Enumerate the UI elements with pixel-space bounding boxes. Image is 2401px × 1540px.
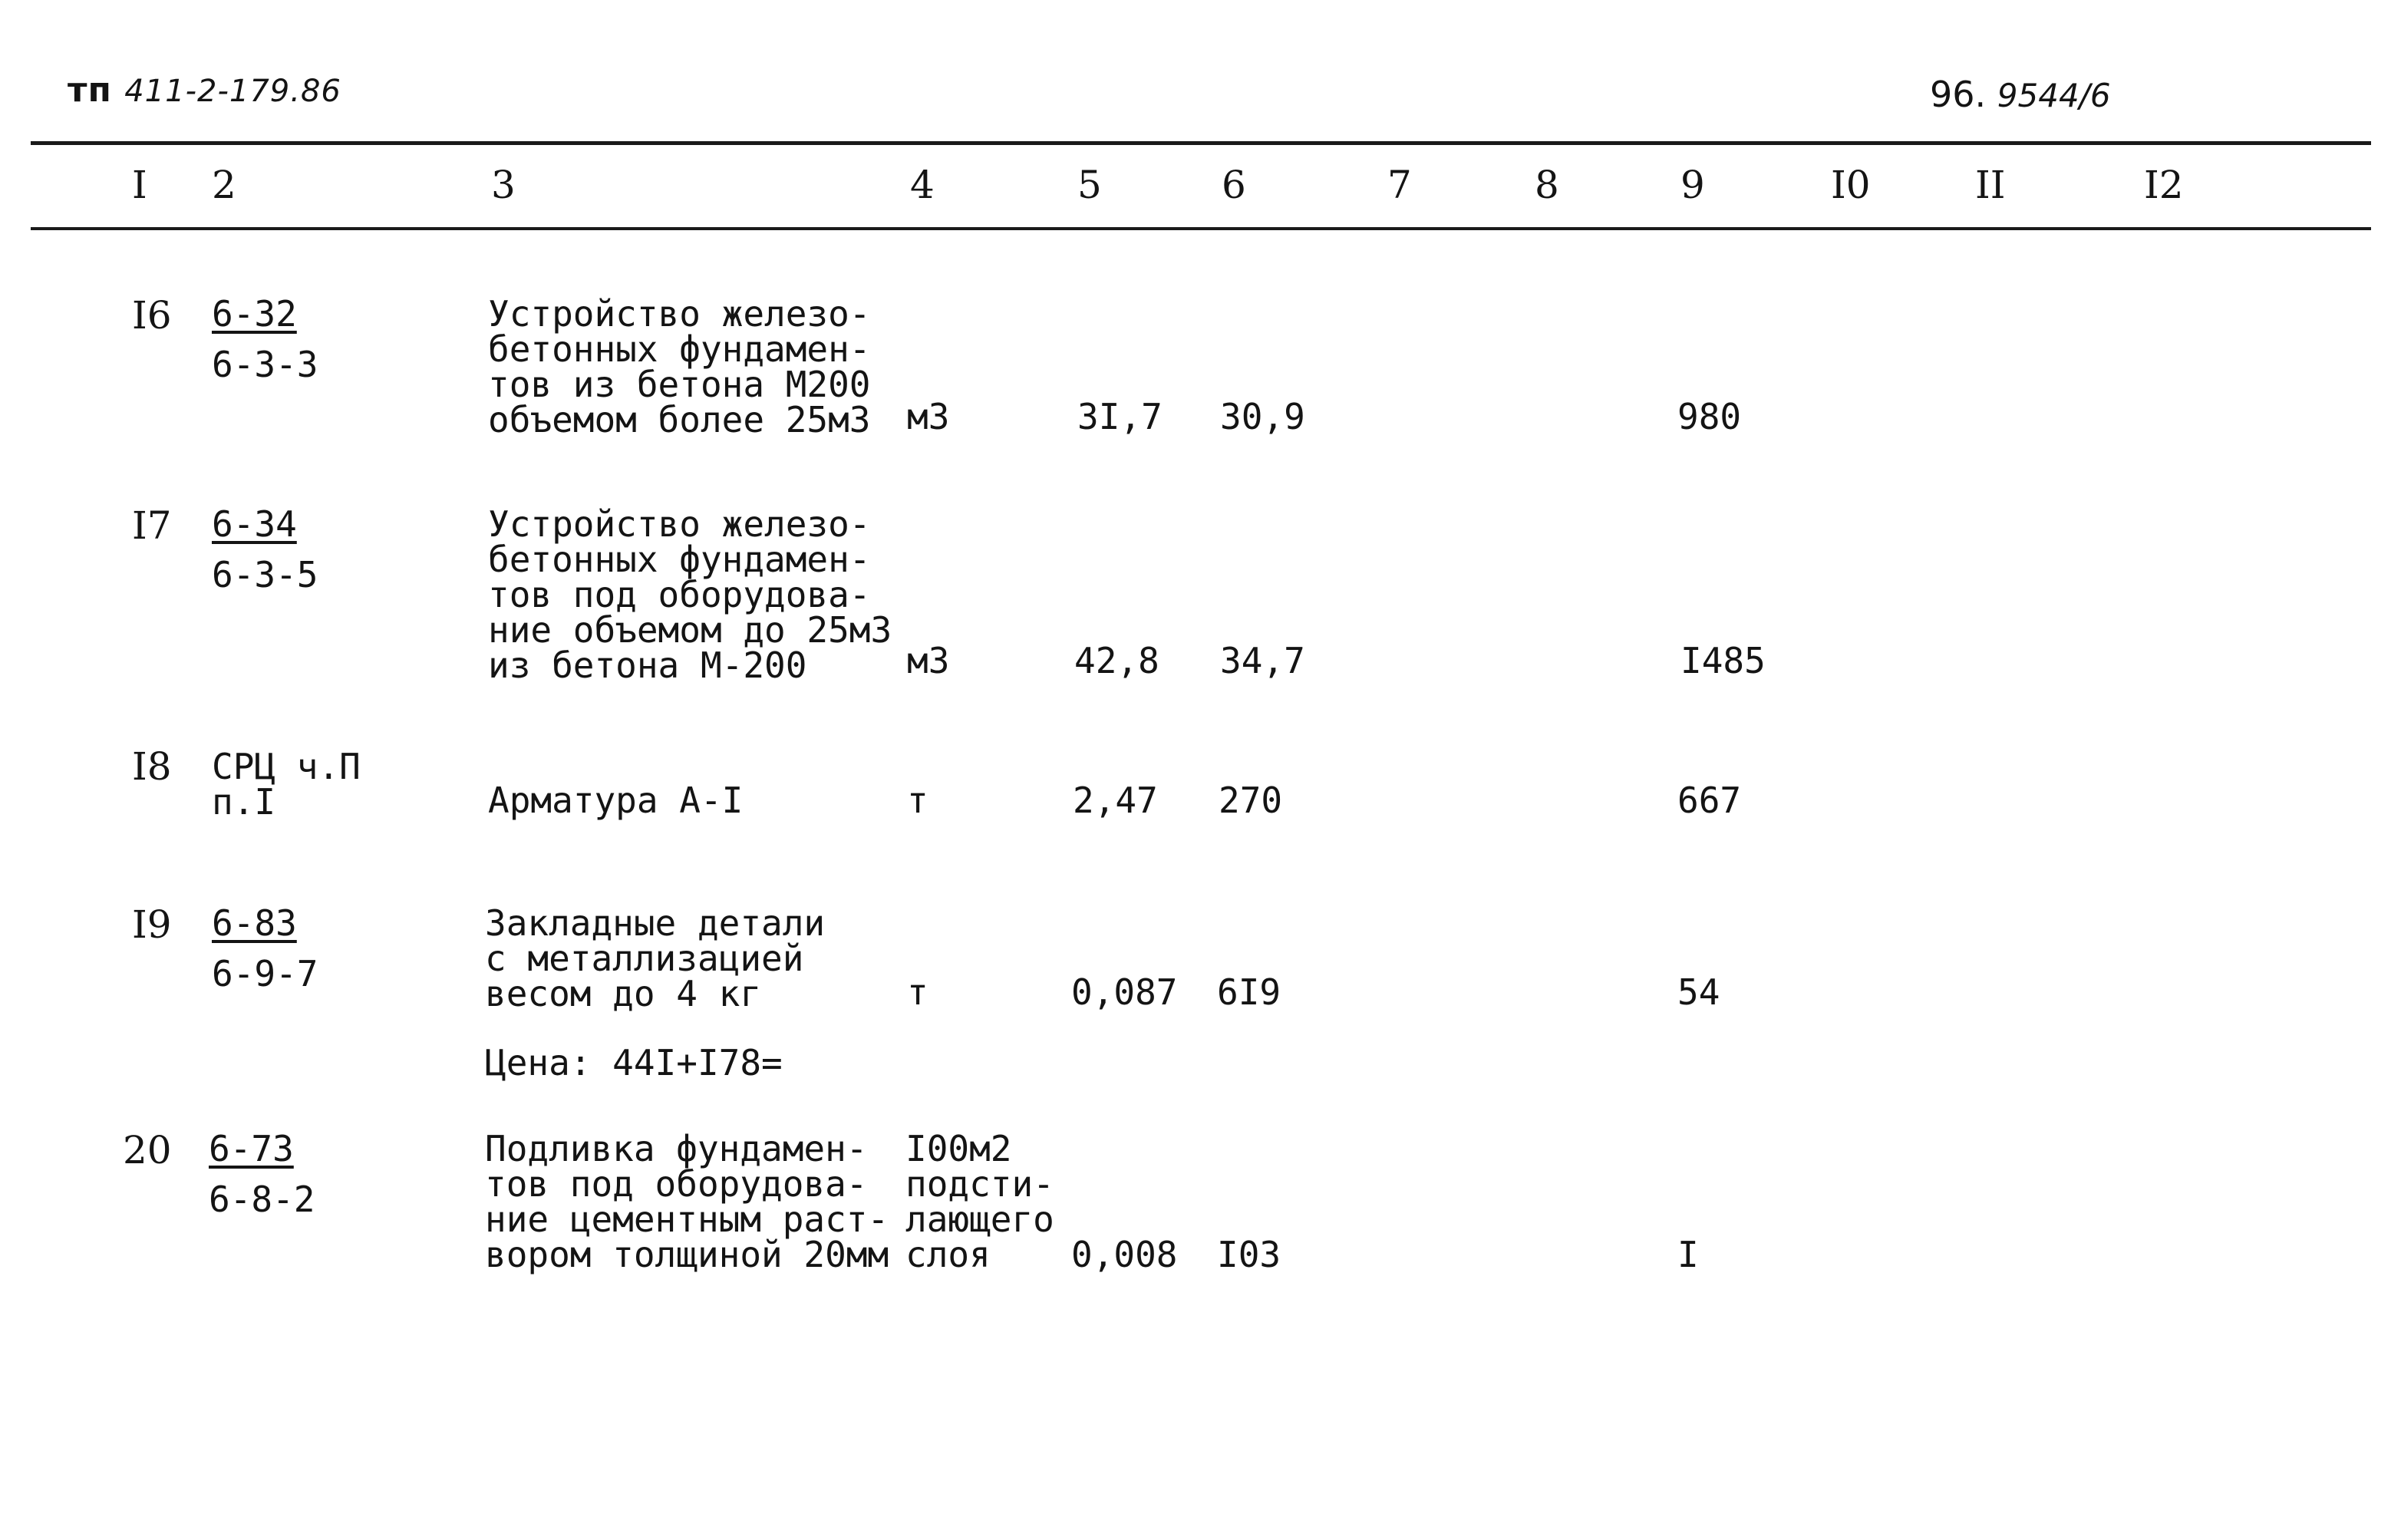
document-code xyxy=(68,71,341,110)
quantity: 0,008 xyxy=(1071,1234,1178,1275)
quantity: 2,47 xyxy=(1073,780,1158,821)
header-bottom-rule xyxy=(31,227,2371,230)
row-number: I6 xyxy=(132,293,172,338)
rate-code: 6-32 xyxy=(212,293,297,335)
quantity: 42,8 xyxy=(1074,640,1159,681)
rate-code: 6-34 xyxy=(212,503,297,545)
work-description: Закладные детали с металлизацией весом до 4 кг xyxy=(485,902,826,1014)
rate-code-sub: п.I xyxy=(212,781,276,823)
unit-price: I03 xyxy=(1217,1234,1281,1275)
column-header-1: I xyxy=(132,163,147,207)
column-header-5: 5 xyxy=(1077,163,1102,207)
row-number: I8 xyxy=(132,744,172,789)
sheet-number xyxy=(1930,74,2111,115)
total-cost: 667 xyxy=(1677,780,1742,821)
rate-code: 6-83 xyxy=(212,902,297,944)
rate-code: СРЦ ч.П xyxy=(212,746,361,787)
sheet-number-value: 9544/6 xyxy=(1997,77,2111,114)
unit: т xyxy=(907,780,928,821)
rate-code-sub: 6-3-5 xyxy=(212,554,318,595)
column-header-2: 2 xyxy=(212,163,236,207)
work-description: Арматура А-I xyxy=(488,780,744,821)
rate-code-sub: 6-9-7 xyxy=(212,953,318,994)
row-number: I7 xyxy=(132,503,172,548)
column-header-8: 8 xyxy=(1535,163,1559,207)
unit-price: 270 xyxy=(1219,780,1283,821)
unit: м3 xyxy=(907,396,950,437)
column-header-11: II xyxy=(1975,163,2006,207)
total-cost: 54 xyxy=(1677,971,1720,1013)
sheet-number-prefix: 96. xyxy=(1930,74,1987,115)
total-cost: I485 xyxy=(1680,640,1766,681)
document-code-number: 411-2-179.86 xyxy=(124,74,341,109)
header-top-rule xyxy=(31,141,2371,145)
unit: I00м2 подсти- лающего слоя xyxy=(905,1128,1054,1275)
column-header-7: 7 xyxy=(1387,163,1412,207)
column-header-6: 6 xyxy=(1222,163,1246,207)
rate-code: 6-73 xyxy=(209,1128,294,1169)
quantity: 3I,7 xyxy=(1077,396,1163,437)
row-number: I9 xyxy=(132,902,172,947)
column-header-10: I0 xyxy=(1831,163,1871,207)
unit-price: 34,7 xyxy=(1220,640,1305,681)
column-header-9: 9 xyxy=(1680,163,1705,207)
work-description: Устройство железо- бетонных фундамен- тов из бетона М200 объемом более 25м3 xyxy=(488,293,871,440)
unit-price: 6I9 xyxy=(1217,971,1281,1013)
unit-price: 30,9 xyxy=(1220,396,1305,437)
column-header-4: 4 xyxy=(910,163,935,207)
rate-code-sub: 6-8-2 xyxy=(209,1179,315,1220)
total-cost: I xyxy=(1677,1234,1699,1275)
rate-code-sub: 6-3-3 xyxy=(212,344,318,385)
row-number: 20 xyxy=(123,1128,172,1172)
column-header-3: 3 xyxy=(491,163,516,207)
work-description: Подливка фундамен- тов под оборудова- ние цементным раст- вором толщиной 20мм xyxy=(485,1128,889,1275)
unit: м3 xyxy=(907,640,950,681)
total-cost: 980 xyxy=(1677,396,1742,437)
column-header-12: I2 xyxy=(2144,163,2184,207)
quantity: 0,087 xyxy=(1071,971,1178,1013)
unit: т xyxy=(907,971,928,1013)
price-note: Цена: 44I+I78= xyxy=(485,1042,783,1083)
document-code-prefix: тп xyxy=(68,71,112,110)
work-description: Устройство железо- бетонных фундамен- тов под оборудова- ние объемом до 25м3 из бетона М-200 xyxy=(488,503,892,686)
